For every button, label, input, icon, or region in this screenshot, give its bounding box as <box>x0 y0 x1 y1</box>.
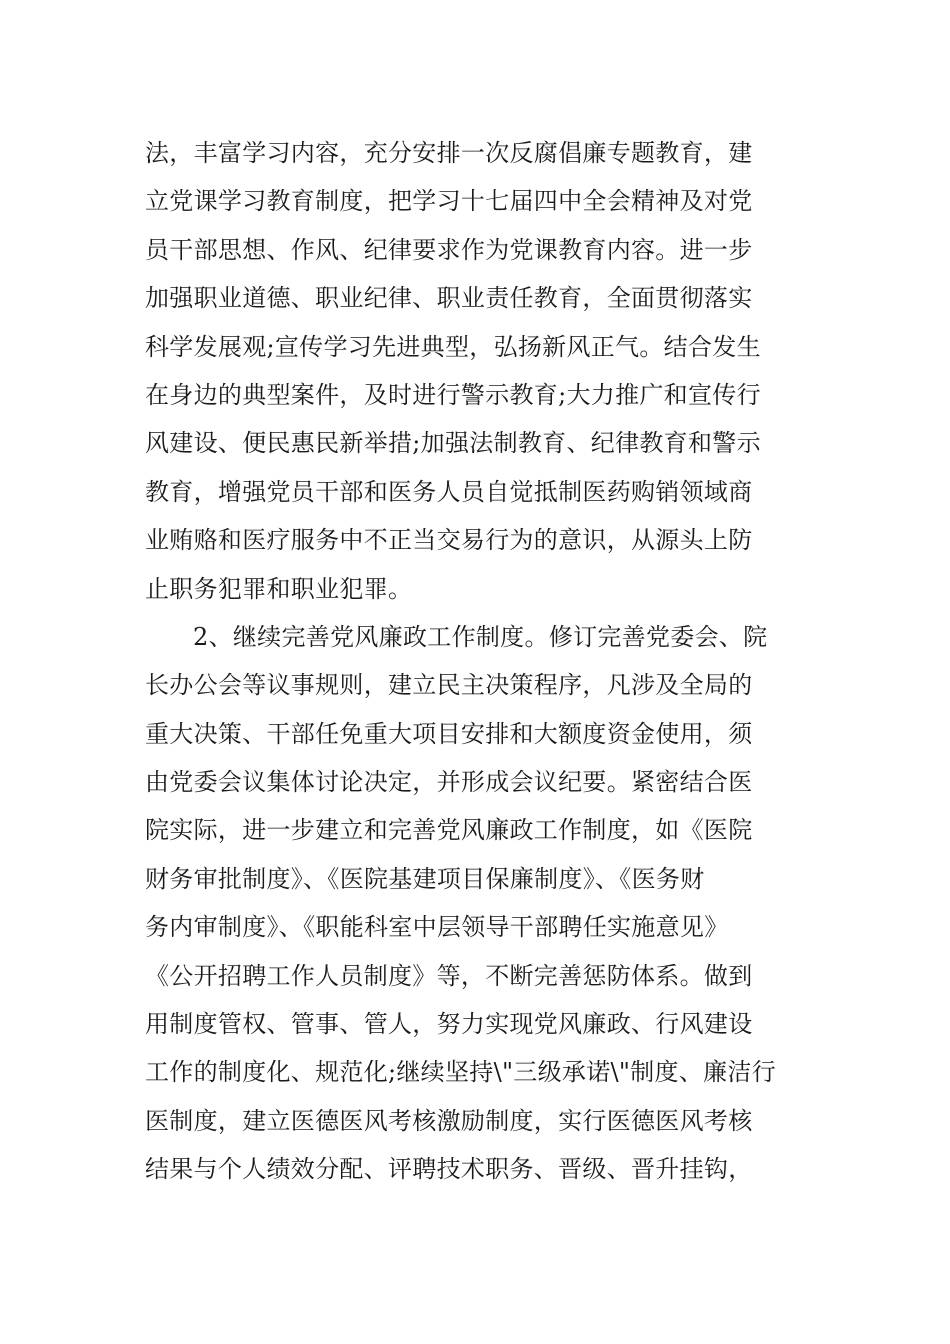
text-line: 工作的制度化、规范化;继续坚持\"三级承诺\"制度、廉洁行 <box>145 1058 777 1087</box>
text-line-first-indented: 2、继续完善党风廉政工作制度。修订完善党委会、院 <box>193 622 768 651</box>
body-text <box>145 129 810 1194</box>
text-line: 教育，增强党员干部和医务人员自觉抵制医药购销领域商 <box>145 477 753 506</box>
text-line: 科学发展观;宣传学习先进典型，弘扬新风正气。结合发生 <box>145 332 761 361</box>
text-line: 财务审批制度》、《医院基建项目保廉制度》、《医务财 <box>145 864 705 893</box>
text-line: 加强职业道德、职业纪律、职业责任教育，全面贯彻落实 <box>145 284 753 313</box>
text-line: 法，丰富学习内容，充分安排一次反腐倡廉专题教育，建 <box>145 139 753 167</box>
text-line: 结果与个人绩效分配、评聘技术职务、晋级、晋升挂钩， <box>145 1155 753 1184</box>
text-line: 业贿赂和医疗服务中不正当交易行为的意识，从源头上防 <box>145 526 753 555</box>
text-line: 用制度管权、管事、管人，努力实现党风廉政、行风建设 <box>145 1010 753 1039</box>
text-line: 止职务犯罪和职业犯罪。 <box>145 574 413 603</box>
text-line: 在身边的典型案件，及时进行警示教育;大力推广和宣传行 <box>145 380 761 409</box>
text-line: 由党委会议集体讨论决定，并形成会议纪要。紧密结合医 <box>145 768 753 797</box>
text-line: 务内审制度》、《职能科室中层领导干部聘任实施意见》 <box>145 913 729 942</box>
text-line: 《公开招聘工作人员制度》等，不断完善惩防体系。做到 <box>145 961 753 990</box>
text-line: 员干部思想、作风、纪律要求作为党课教育内容。进一步 <box>145 235 753 264</box>
text-line: 院实际，进一步建立和完善党风廉政工作制度，如《医院 <box>145 816 753 845</box>
paragraph-2 <box>145 613 810 1194</box>
text-line: 重大决策、干部任免重大项目安排和大额度资金使用，须 <box>145 719 753 748</box>
text-line: 风建设、便民惠民新举措;加强法制教育、纪律教育和警示 <box>145 429 761 458</box>
text-line: 医制度，建立医德医风考核激励制度，实行医德医风考核 <box>145 1106 753 1135</box>
paragraph-1 <box>145 129 810 613</box>
text-line: 立党课学习教育制度，把学习十七届四中全会精神及对党 <box>145 187 753 216</box>
text-line: 长办公会等议事规则，建立民主决策程序，凡涉及全局的 <box>145 671 753 700</box>
